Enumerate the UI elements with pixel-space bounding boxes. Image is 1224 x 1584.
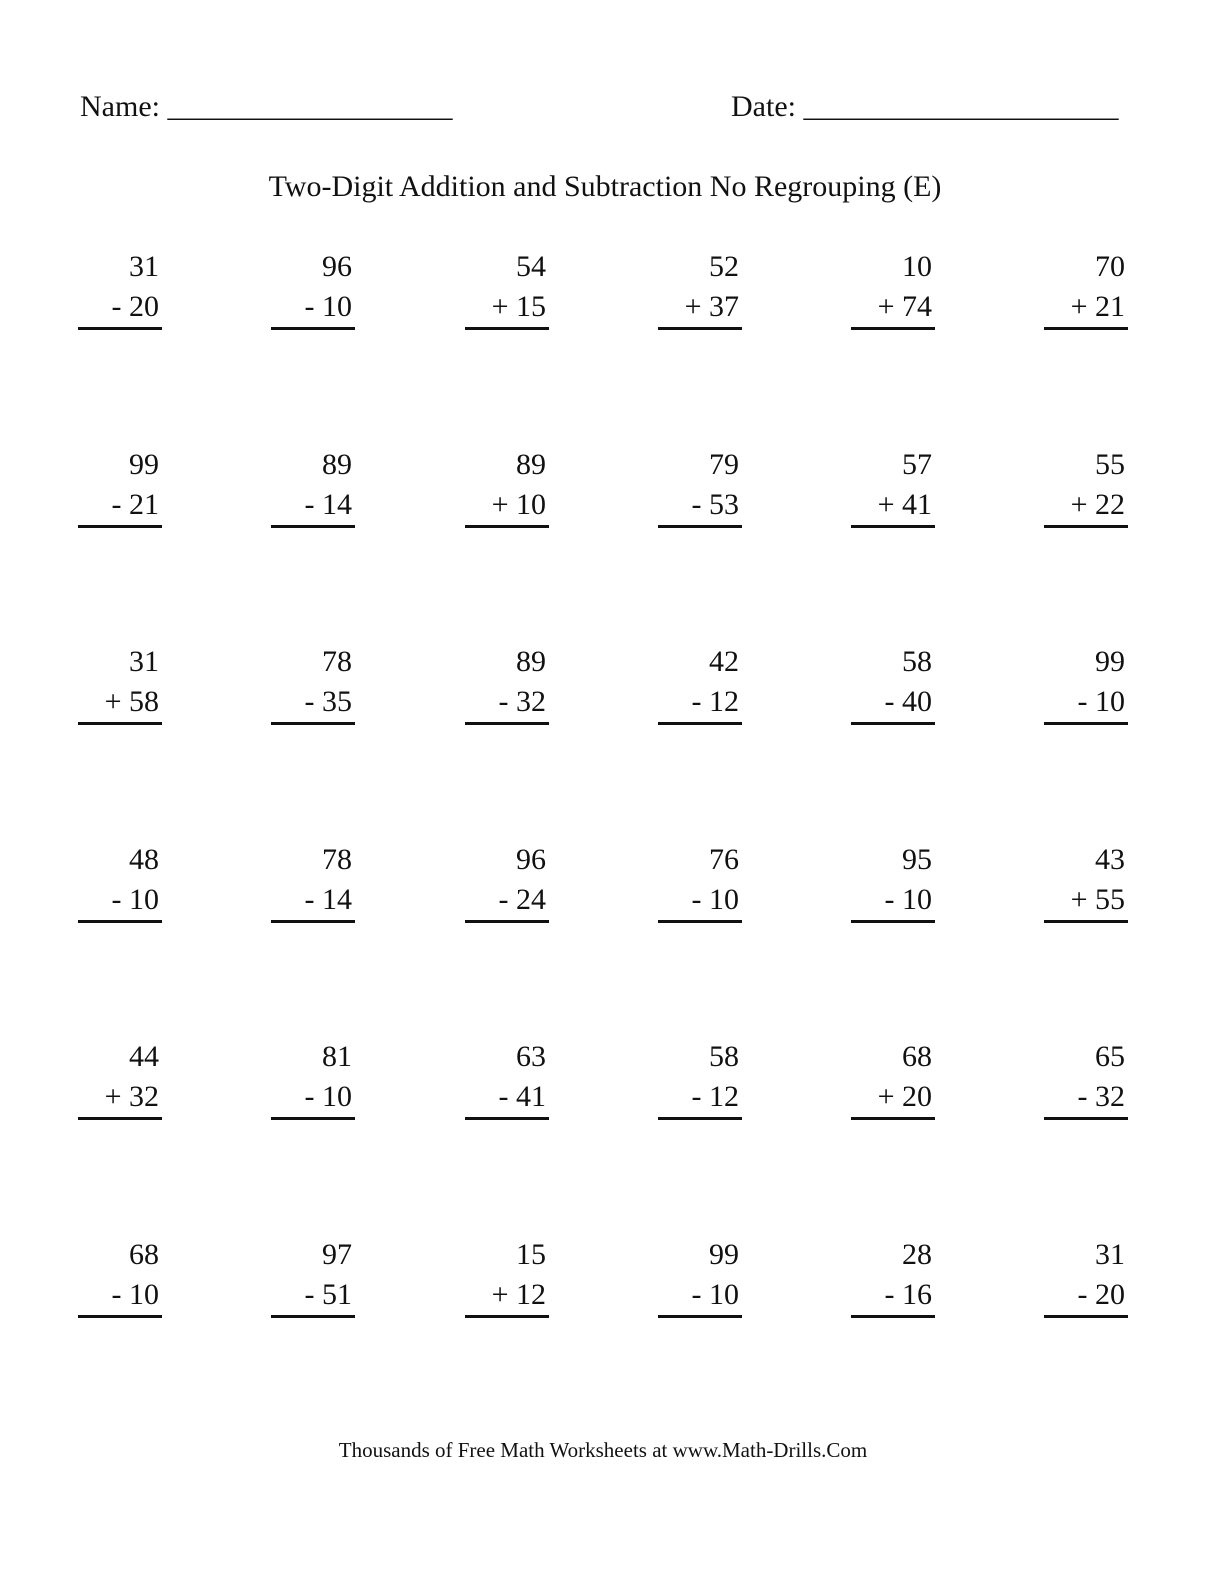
problem-top-number: 76 — [709, 843, 739, 876]
problem-operator-number: - 32 — [1044, 1077, 1128, 1120]
problem-operator-number: - 24 — [465, 880, 549, 923]
problem-top-number: 96 — [322, 250, 352, 283]
problem-operator-number: - 14 — [271, 880, 355, 923]
problem-top-number: 57 — [902, 448, 932, 481]
problem-top-number: 99 — [1095, 645, 1125, 678]
date-field[interactable]: Date: _____________________ — [731, 90, 1119, 123]
problem-item — [465, 840, 549, 923]
problem-top-number: 10 — [902, 250, 932, 283]
problem-top-number: 78 — [322, 645, 352, 678]
problem-top-number: 58 — [709, 1040, 739, 1073]
problem-item — [78, 1037, 162, 1120]
problem-item — [1044, 840, 1128, 923]
problem-item — [1044, 247, 1128, 330]
problem-item — [851, 840, 935, 923]
problem-top-number: 95 — [902, 843, 932, 876]
problem-operator-number: - 12 — [658, 682, 742, 725]
problem-operator-number: - 35 — [271, 682, 355, 725]
problem-item — [271, 445, 355, 528]
problem-operator-number: + 10 — [465, 485, 549, 528]
problem-item — [851, 642, 935, 725]
problem-item — [271, 642, 355, 725]
problem-operator-number: + 22 — [1044, 485, 1128, 528]
problem-top-number: 44 — [129, 1040, 159, 1073]
worksheet-title: Two-Digit Addition and Subtraction No Regrouping (E) — [268, 170, 942, 203]
problem-operator-number: + 15 — [465, 287, 549, 330]
problem-item — [271, 1235, 355, 1318]
problem-top-number: 81 — [322, 1040, 352, 1073]
problem-top-number: 58 — [902, 645, 932, 678]
problem-top-number: 97 — [322, 1238, 352, 1271]
problem-item — [78, 247, 162, 330]
problem-top-number: 31 — [129, 250, 159, 283]
problem-item — [465, 247, 549, 330]
problem-top-number: 99 — [709, 1238, 739, 1271]
problem-top-number: 43 — [1095, 843, 1125, 876]
problem-operator-number: + 12 — [465, 1275, 549, 1318]
problem-operator-number: + 37 — [658, 287, 742, 330]
problem-item — [851, 1037, 935, 1120]
problem-operator-number: - 21 — [78, 485, 162, 528]
problem-item — [658, 1235, 742, 1318]
problem-operator-number: + 55 — [1044, 880, 1128, 923]
problem-item — [658, 1037, 742, 1120]
problem-top-number: 48 — [129, 843, 159, 876]
problem-operator-number: + 20 — [851, 1077, 935, 1120]
problem-item — [271, 1037, 355, 1120]
problem-item — [658, 445, 742, 528]
problem-top-number: 79 — [709, 448, 739, 481]
problem-top-number: 89 — [516, 645, 546, 678]
problem-item — [465, 1037, 549, 1120]
problem-top-number: 31 — [129, 645, 159, 678]
problem-item — [1044, 1037, 1128, 1120]
problem-item — [851, 247, 935, 330]
problem-top-number: 31 — [1095, 1238, 1125, 1271]
problem-operator-number: - 10 — [271, 287, 355, 330]
problem-item — [271, 247, 355, 330]
problem-top-number: 68 — [902, 1040, 932, 1073]
problem-item — [78, 840, 162, 923]
problem-operator-number: - 40 — [851, 682, 935, 725]
problem-item — [465, 642, 549, 725]
problem-operator-number: - 12 — [658, 1077, 742, 1120]
problem-top-number: 42 — [709, 645, 739, 678]
problem-operator-number: - 20 — [78, 287, 162, 330]
problem-top-number: 15 — [516, 1238, 546, 1271]
problem-operator-number: + 58 — [78, 682, 162, 725]
problem-item — [1044, 1235, 1128, 1318]
problem-item — [465, 445, 549, 528]
problem-operator-number: - 20 — [1044, 1275, 1128, 1318]
problem-operator-number: - 14 — [271, 485, 355, 528]
problem-top-number: 54 — [516, 250, 546, 283]
problem-operator-number: - 10 — [658, 880, 742, 923]
problem-item — [78, 1235, 162, 1318]
problem-operator-number: + 32 — [78, 1077, 162, 1120]
problem-top-number: 96 — [516, 843, 546, 876]
problem-top-number: 55 — [1095, 448, 1125, 481]
problem-top-number: 99 — [129, 448, 159, 481]
problem-top-number: 89 — [516, 448, 546, 481]
problem-operator-number: - 16 — [851, 1275, 935, 1318]
problem-item — [1044, 445, 1128, 528]
problem-operator-number: + 41 — [851, 485, 935, 528]
problem-item — [271, 840, 355, 923]
problem-top-number: 65 — [1095, 1040, 1125, 1073]
footer-text: Thousands of Free Math Worksheets at www.Math-Drills.Com — [338, 1438, 868, 1462]
problem-operator-number: - 10 — [78, 1275, 162, 1318]
problem-item — [851, 445, 935, 528]
problem-item — [851, 1235, 935, 1318]
problem-top-number: 70 — [1095, 250, 1125, 283]
problem-operator-number: - 53 — [658, 485, 742, 528]
problem-item — [658, 247, 742, 330]
problem-item — [465, 1235, 549, 1318]
problem-top-number: 89 — [322, 448, 352, 481]
problem-operator-number: - 10 — [851, 880, 935, 923]
problem-top-number: 52 — [709, 250, 739, 283]
problem-top-number: 28 — [902, 1238, 932, 1271]
problem-operator-number: + 21 — [1044, 287, 1128, 330]
problem-top-number: 78 — [322, 843, 352, 876]
problem-item — [78, 642, 162, 725]
problem-operator-number: - 10 — [78, 880, 162, 923]
problem-top-number: 68 — [129, 1238, 159, 1271]
problem-operator-number: - 10 — [1044, 682, 1128, 725]
problem-operator-number: - 10 — [271, 1077, 355, 1120]
problem-item — [1044, 642, 1128, 725]
problem-operator-number: - 41 — [465, 1077, 549, 1120]
problem-operator-number: + 74 — [851, 287, 935, 330]
problem-top-number: 63 — [516, 1040, 546, 1073]
problem-item — [658, 642, 742, 725]
problem-operator-number: - 10 — [658, 1275, 742, 1318]
name-field[interactable]: Name: ___________________ — [80, 90, 453, 123]
problem-item — [658, 840, 742, 923]
problem-operator-number: - 32 — [465, 682, 549, 725]
problem-operator-number: - 51 — [271, 1275, 355, 1318]
problem-item — [78, 445, 162, 528]
